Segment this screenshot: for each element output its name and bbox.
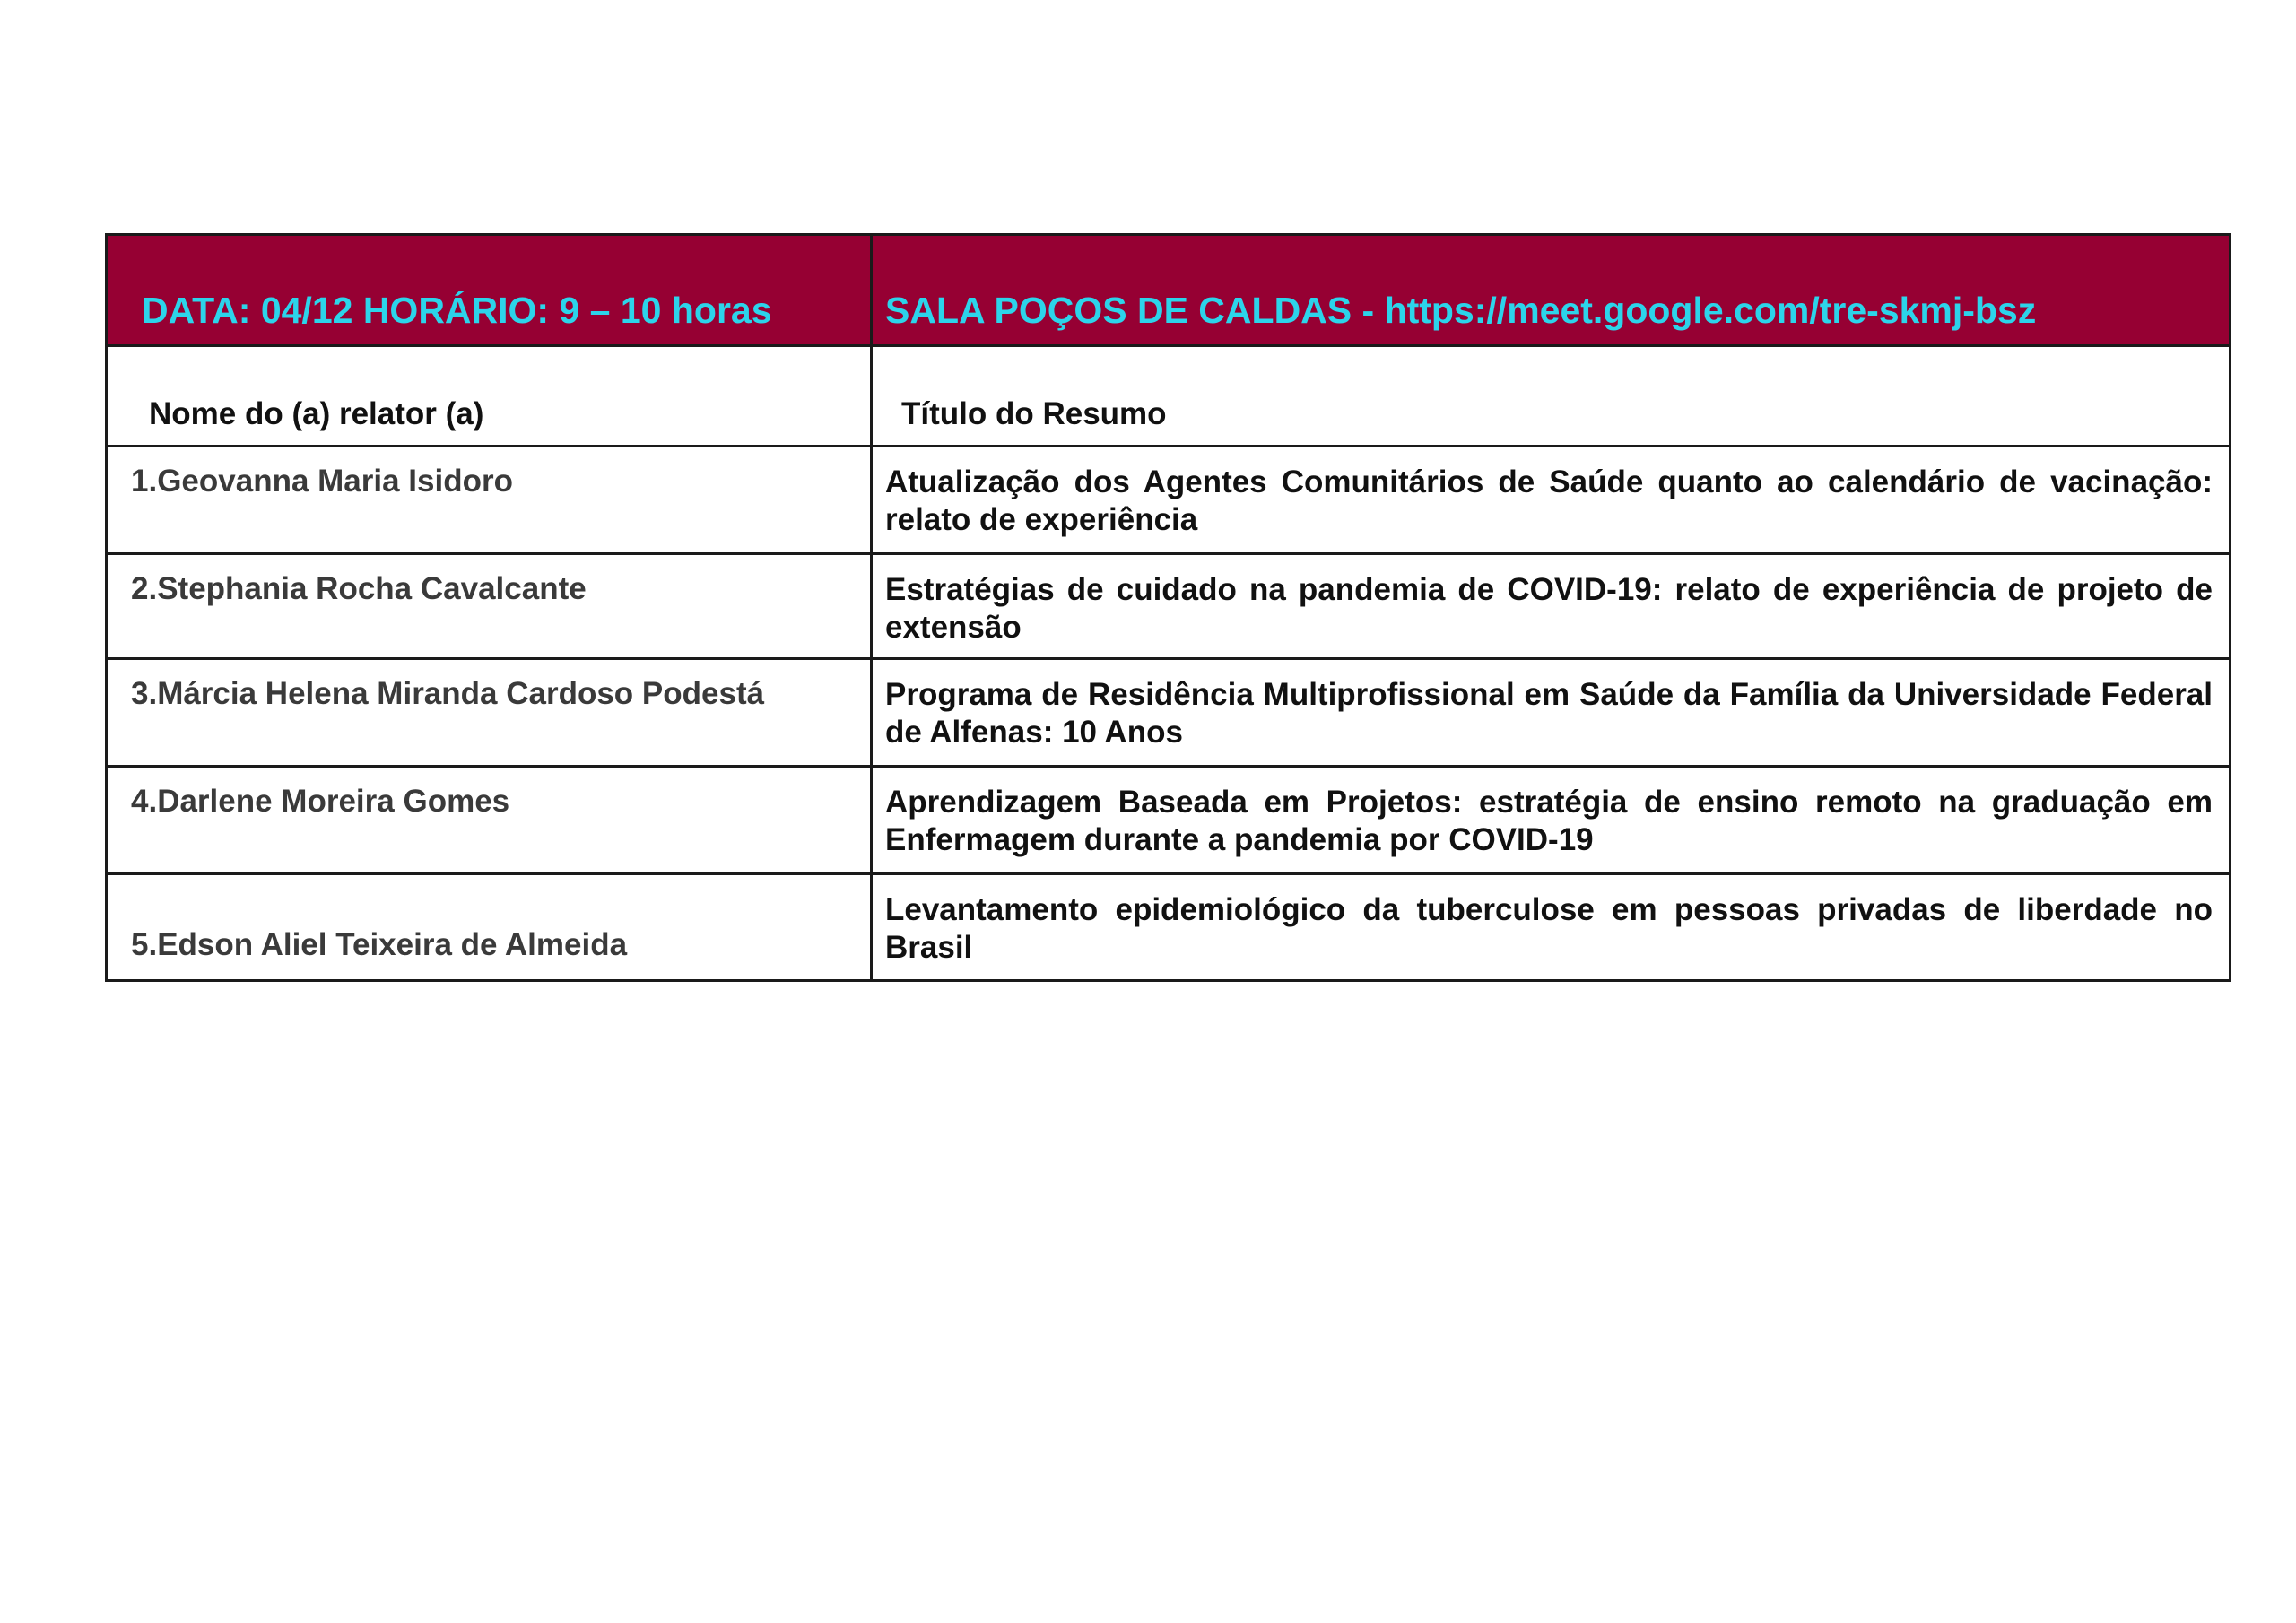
table-row xyxy=(107,447,2231,554)
table-row xyxy=(107,554,2231,659)
presenter-name: 3.Márcia Helena Miranda Cardoso Podestá xyxy=(107,659,872,767)
table-row xyxy=(107,874,2231,981)
column-header-row xyxy=(107,346,2231,447)
presenter-name: 2.Stephania Rocha Cavalcante xyxy=(107,554,872,659)
table-row xyxy=(107,659,2231,767)
abstract-title: Atualização dos Agentes Comunitários de Saúde quanto ao calendário de vacinação: relato de experiência xyxy=(872,447,2231,554)
column-header-title: Título do Resumo xyxy=(872,346,2231,447)
abstract-title: Estratégias de cuidado na pandemia de COVID-19: relato de experiência de projeto de extensão xyxy=(872,554,2231,659)
presenter-name: 5.Edson Aliel Teixeira de Almeida xyxy=(107,874,872,981)
table-row xyxy=(107,767,2231,874)
abstract-title: Levantamento epidemiológico da tuberculose em pessoas privadas de liberdade no Brasil xyxy=(872,874,2231,981)
session-room-link[interactable]: SALA POÇOS DE CALDAS - https://meet.google.com/tre-skmj-bsz xyxy=(872,235,2231,346)
abstract-title: Programa de Residência Multiprofissional em Saúde da Família da Universidade Federal de Alfenas: 10 Anos xyxy=(872,659,2231,767)
session-date-time: DATA: 04/12 HORÁRIO: 9 – 10 horas xyxy=(107,235,872,346)
presenter-name: 4.Darlene Moreira Gomes xyxy=(107,767,872,874)
session-header-row xyxy=(107,235,2231,346)
presenter-name: 1.Geovanna Maria Isidoro xyxy=(107,447,872,554)
schedule-table xyxy=(105,233,2231,982)
abstract-title: Aprendizagem Baseada em Projetos: estratégia de ensino remoto na graduação em Enfermagem durante a pandemia por COVID-19 xyxy=(872,767,2231,874)
column-header-name: Nome do (a) relator (a) xyxy=(107,346,872,447)
